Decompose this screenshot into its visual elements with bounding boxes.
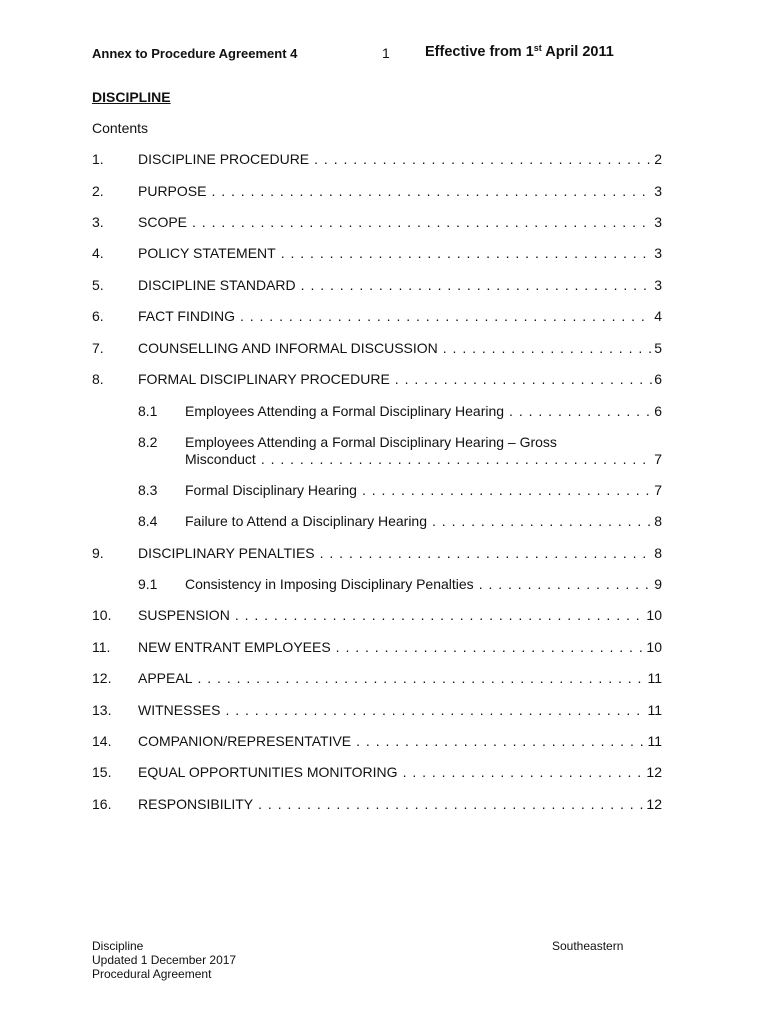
toc-subentry-number: 8.4 bbox=[138, 513, 158, 529]
toc-entry-label: SUSPENSION bbox=[138, 607, 230, 623]
toc-entry-page: 8 bbox=[654, 513, 662, 529]
toc-entry-label: WITNESSES bbox=[138, 702, 221, 718]
footer-doc-name: Discipline bbox=[92, 939, 144, 953]
toc-entry-label: RESPONSIBILITY bbox=[138, 796, 254, 812]
toc-entry-label: COMPANION/REPRESENTATIVE bbox=[138, 733, 352, 749]
toc-entry-number: 5. bbox=[92, 277, 104, 293]
toc-entry-number: 8. bbox=[92, 371, 104, 387]
toc-entry-page: 5 bbox=[654, 340, 662, 356]
toc-entry-page: 2 bbox=[654, 151, 662, 167]
toc-subentry-number: 8.3 bbox=[138, 482, 158, 498]
dot-leader bbox=[336, 639, 645, 656]
dot-leader bbox=[258, 796, 644, 813]
toc-subentry-number: 9.1 bbox=[138, 576, 158, 592]
toc-entry-label: FACT FINDING bbox=[138, 308, 235, 324]
toc-subentry-number: 8.2 bbox=[138, 434, 158, 450]
toc-entry-page: 10 bbox=[646, 639, 662, 655]
toc-entry-label: NEW ENTRANT EMPLOYEES bbox=[138, 639, 331, 655]
dot-leader bbox=[395, 371, 652, 388]
dot-leader bbox=[509, 403, 652, 420]
toc-entry-page: 12 bbox=[646, 796, 662, 812]
dot-leader bbox=[356, 733, 645, 750]
toc-entry-number: 7. bbox=[92, 340, 104, 356]
toc-entry-number: 9. bbox=[92, 545, 104, 561]
toc-entry-label: Formal Disciplinary Hearing bbox=[185, 482, 357, 498]
footer-doc-type: Procedural Agreement bbox=[92, 967, 212, 981]
dot-leader bbox=[225, 702, 645, 719]
contents-label: Contents bbox=[92, 120, 149, 136]
dot-leader bbox=[240, 308, 652, 325]
toc-entry-page: 3 bbox=[654, 277, 662, 293]
toc-entry-page: 3 bbox=[654, 183, 662, 199]
dot-leader bbox=[443, 340, 652, 357]
toc-entry-label: FORMAL DISCIPLINARY PROCEDURE bbox=[138, 371, 390, 387]
dot-leader bbox=[235, 607, 645, 624]
toc-entry-number: 11. bbox=[92, 639, 111, 655]
toc-entry-number: 14. bbox=[92, 733, 112, 749]
toc-entry-label: DISCIPLINE PROCEDURE bbox=[138, 151, 310, 167]
toc-entry-page: 10 bbox=[646, 607, 662, 623]
toc-entry-label: COUNSELLING AND INFORMAL DISCUSSION bbox=[138, 340, 438, 356]
toc-entry-label: SCOPE bbox=[138, 214, 188, 230]
dot-leader bbox=[320, 545, 653, 562]
toc-entry-number: 4. bbox=[92, 245, 104, 261]
dot-leader bbox=[192, 214, 652, 231]
toc-entry-label: POLICY STATEMENT bbox=[138, 245, 276, 261]
dot-leader bbox=[403, 764, 645, 781]
toc-entry-label: EQUAL OPPORTUNITIES MONITORING bbox=[138, 764, 398, 780]
toc-entry-label: APPEAL bbox=[138, 670, 193, 686]
toc-entry-number: 12. bbox=[92, 670, 112, 686]
toc-entry-number: 13. bbox=[92, 702, 112, 718]
dot-leader bbox=[314, 151, 652, 168]
dot-leader bbox=[301, 277, 653, 294]
toc-entry-page: 6 bbox=[654, 403, 662, 419]
header-page-number: 1 bbox=[382, 45, 390, 61]
toc-entry-page: 7 bbox=[654, 451, 662, 467]
toc-entry-label: Misconduct bbox=[185, 451, 256, 467]
dot-leader bbox=[281, 245, 653, 262]
toc-entry-label-line1: Employees Attending a Formal Disciplinary Hearing – Gross bbox=[185, 434, 557, 450]
footer-updated-date: Updated 1 December 2017 bbox=[92, 953, 237, 967]
toc-entry-page: 3 bbox=[654, 214, 662, 230]
page-header bbox=[92, 44, 652, 64]
dot-leader bbox=[211, 183, 652, 200]
toc-entry-page: 11 bbox=[647, 670, 662, 686]
toc-entry-number: 15. bbox=[92, 764, 112, 780]
toc-entry-label: DISCIPLINARY PENALTIES bbox=[138, 545, 315, 561]
toc-entry-label: Failure to Attend a Disciplinary Hearing bbox=[185, 513, 428, 529]
toc-entry-page: 8 bbox=[654, 545, 662, 561]
dot-leader bbox=[362, 482, 652, 499]
header-effective-date: Effective from 1st April 2011 bbox=[425, 43, 614, 60]
toc-entry-label: Employees Attending a Formal Disciplinary Hearing bbox=[185, 403, 505, 419]
toc-entry-page: 4 bbox=[654, 308, 662, 324]
toc-entry-number: 1. bbox=[92, 151, 104, 167]
toc-entry-page: 12 bbox=[646, 764, 662, 780]
toc-entry-page: 3 bbox=[654, 245, 662, 261]
toc-entry-page: 9 bbox=[654, 576, 662, 592]
toc-entry-number: 16. bbox=[92, 796, 112, 812]
toc-entry-number: 2. bbox=[92, 183, 104, 199]
dot-leader bbox=[432, 513, 652, 530]
toc-entry-label: PURPOSE bbox=[138, 183, 207, 199]
footer-company: Southeastern bbox=[552, 939, 624, 953]
toc-entry-number: 6. bbox=[92, 308, 104, 324]
dot-leader bbox=[197, 670, 645, 687]
toc-entry-number: 10. bbox=[92, 607, 112, 623]
document-title: DISCIPLINE bbox=[92, 89, 171, 105]
header-annex-title: Annex to Procedure Agreement 4 bbox=[92, 46, 298, 61]
toc-subentry-number: 8.1 bbox=[138, 403, 158, 419]
toc-entry-label: Consistency in Imposing Disciplinary Penalties bbox=[185, 576, 474, 592]
toc-entry-page: 11 bbox=[647, 733, 662, 749]
toc-entry-number: 3. bbox=[92, 214, 104, 230]
dot-leader bbox=[479, 576, 653, 593]
toc-entry-label: DISCIPLINE STANDARD bbox=[138, 277, 296, 293]
toc-entry-page: 7 bbox=[654, 482, 662, 498]
toc-entry-page: 6 bbox=[654, 371, 662, 387]
dot-leader bbox=[261, 451, 652, 468]
toc-entry-page: 11 bbox=[647, 702, 662, 718]
